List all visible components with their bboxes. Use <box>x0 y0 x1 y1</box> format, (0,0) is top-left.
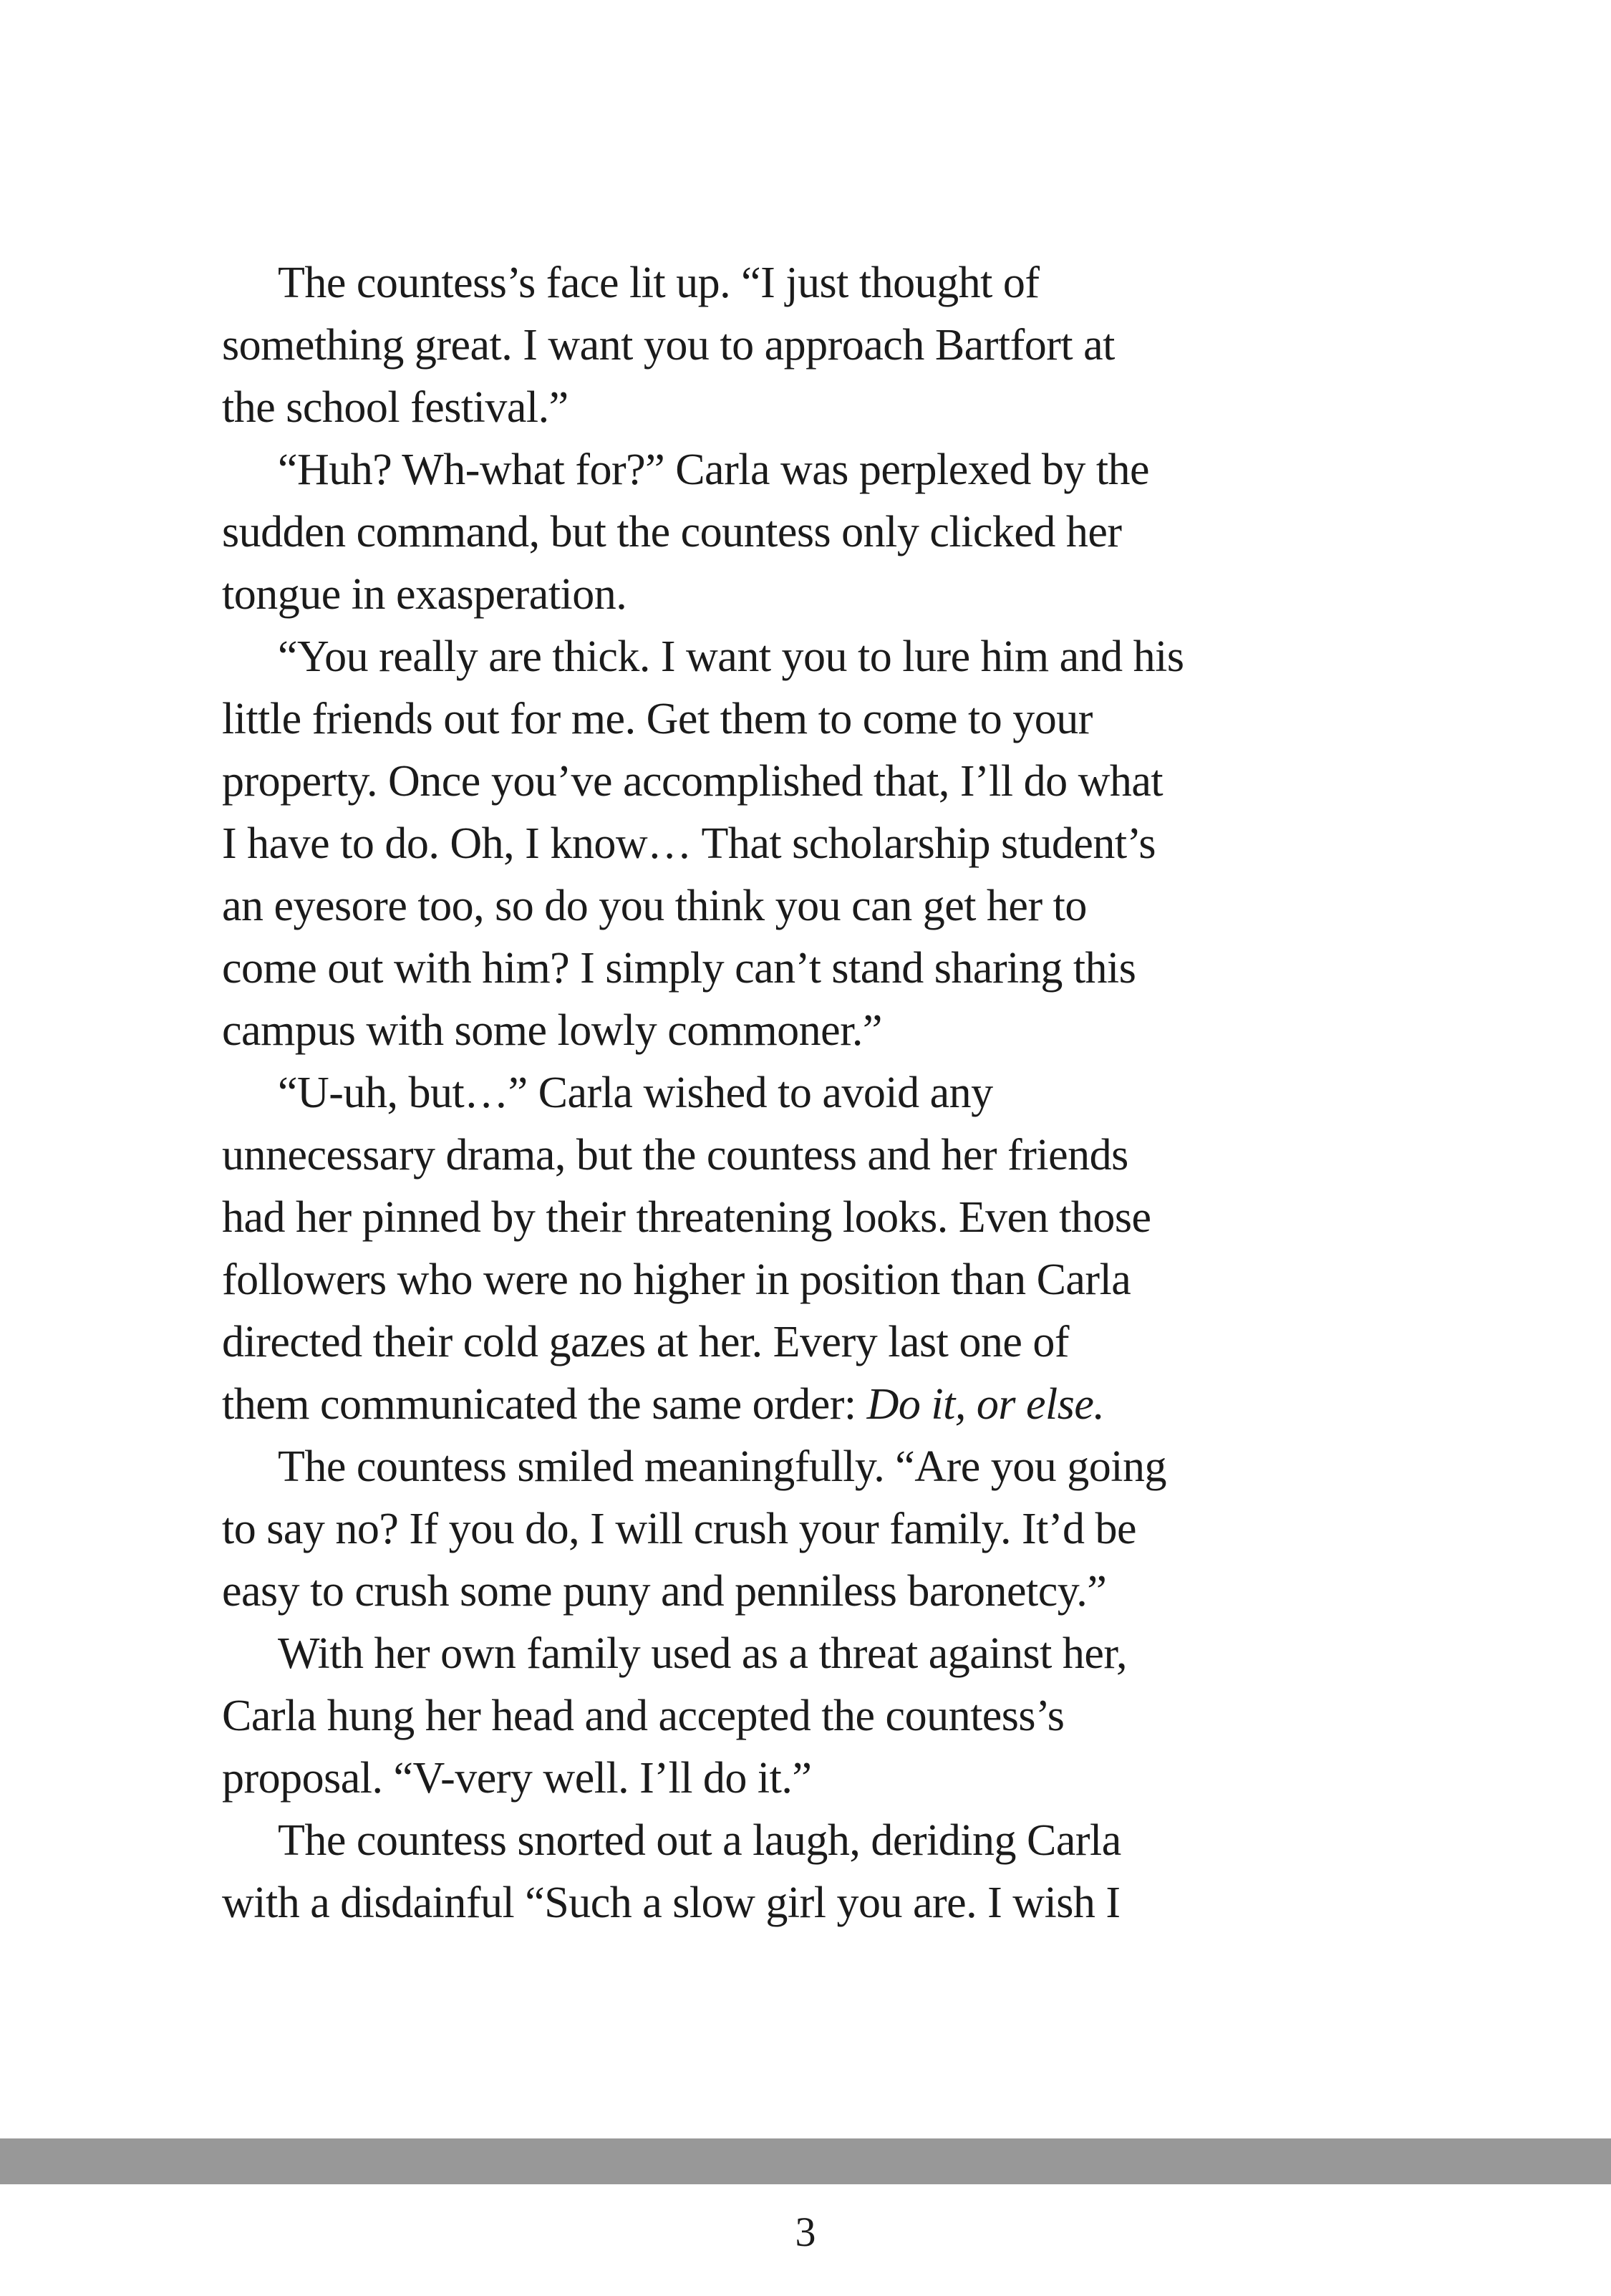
text-line: unnecessary drama, but the countess and her friends <box>222 1131 1128 1180</box>
text-line <box>222 1374 1360 1436</box>
italic-text-segment: Do it, or else. <box>866 1380 1105 1429</box>
text-line: With her own family used as a threat against her, <box>278 1629 1128 1678</box>
text-line: “U-uh, but…” Carla wished to avoid any <box>278 1069 993 1117</box>
text-line: something great. I want you to approach Bartfort at <box>222 321 1115 370</box>
footer-divider-bar <box>0 2138 1611 2184</box>
text-line: little friends out for me. Get them to come to your <box>222 695 1093 743</box>
text-line: easy to crush some puny and penniless baronetcy.” <box>222 1567 1107 1616</box>
text-line: come out with him? I simply can’t stand sharing this <box>222 944 1136 993</box>
book-page-text <box>222 252 1360 1934</box>
text-line: tongue in exasperation. <box>222 570 627 619</box>
text-line: property. Once you’ve accomplished that, I’ll do what <box>222 757 1164 806</box>
text-line: “Huh? Wh-what for?” Carla was perplexed by the <box>278 445 1150 494</box>
text-line: followers who were no higher in position than Carla <box>222 1255 1131 1304</box>
text-segment: them communicated the same order: <box>222 1380 867 1429</box>
text-line: “You really are thick. I want you to lure him and his <box>278 632 1184 681</box>
text-line: with a disdainful “Such a slow girl you are. I wish I <box>222 1878 1121 1927</box>
text-line: I have to do. Oh, I know… That scholarship student’s <box>222 819 1156 868</box>
text-line: campus with some lowly commoner.” <box>222 1006 882 1055</box>
text-line: The countess snorted out a laugh, deriding Carla <box>278 1816 1121 1865</box>
text-line: the school festival.” <box>222 383 569 432</box>
text-line: Carla hung her head and accepted the countess’s <box>222 1692 1065 1740</box>
text-line: had her pinned by their threatening looks. Even those <box>222 1193 1151 1242</box>
text-line: proposal. “V-very well. I’ll do it.” <box>222 1754 812 1803</box>
text-line: an eyesore too, so do you think you can get her to <box>222 882 1087 930</box>
text-line: The countess smiled meaningfully. “Are you going <box>278 1442 1166 1491</box>
text-line: to say no? If you do, I will crush your family. It’d be <box>222 1505 1137 1553</box>
text-line: The countess’s face lit up. “I just thought of <box>278 259 1040 307</box>
text-line: directed their cold gazes at her. Every last one of <box>222 1318 1069 1366</box>
page-number: 3 <box>795 2209 816 2255</box>
text-line: sudden command, but the countess only clicked her <box>222 508 1122 556</box>
